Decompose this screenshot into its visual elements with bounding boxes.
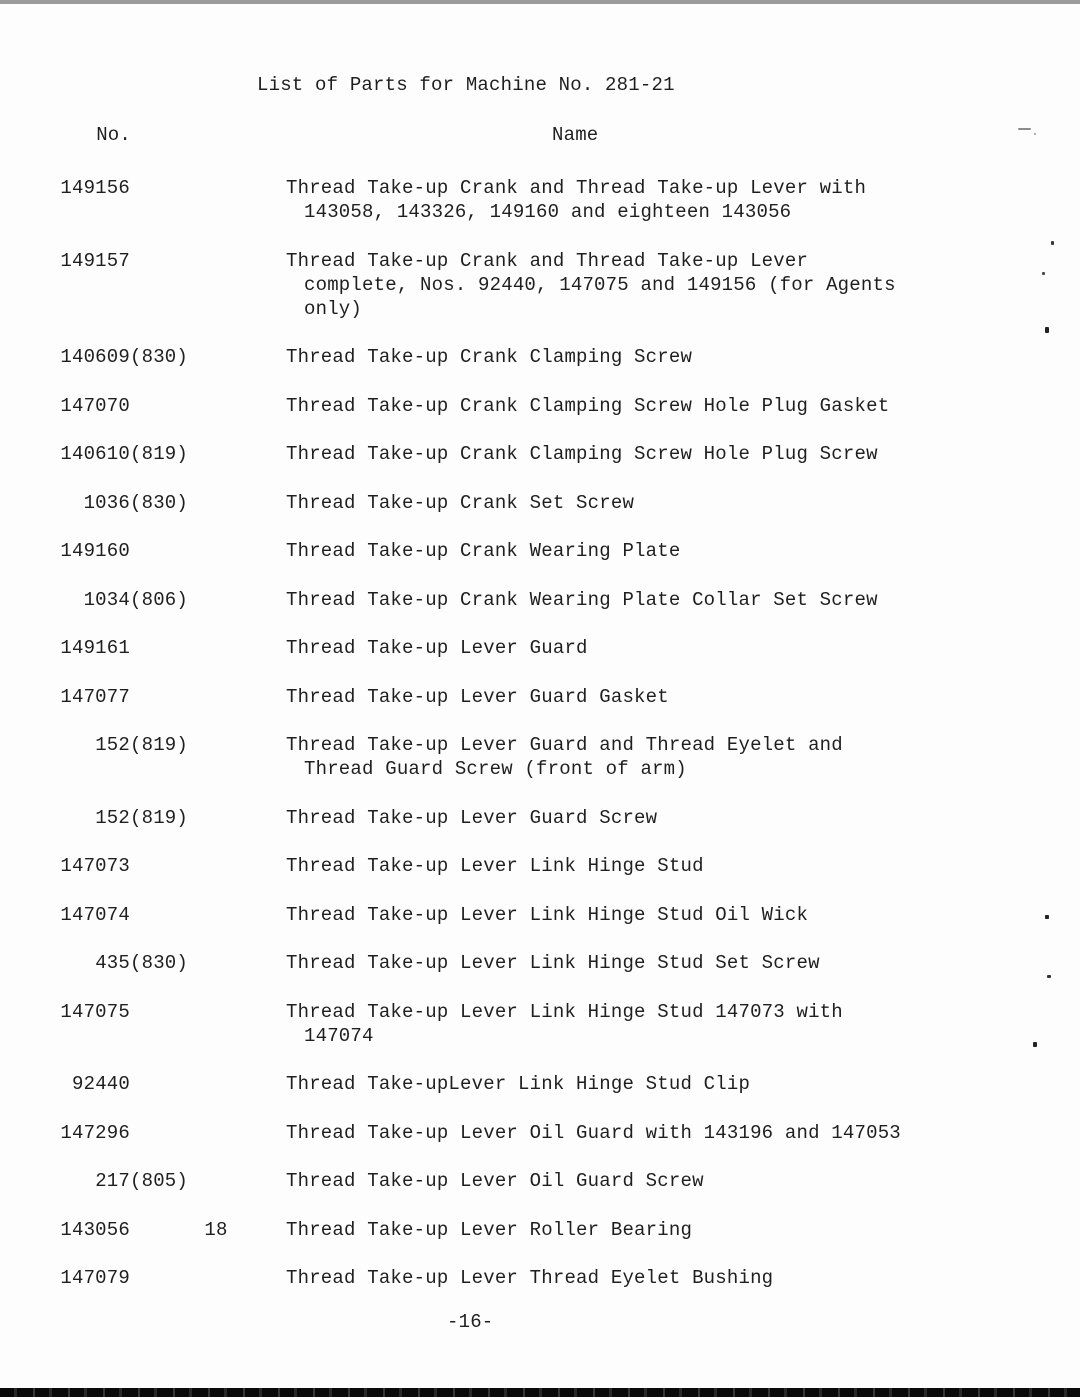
part-number xyxy=(60,854,130,878)
scan-speck xyxy=(1045,327,1049,333)
part-number xyxy=(60,176,130,200)
part-number xyxy=(60,733,188,757)
part-number xyxy=(60,1000,130,1024)
part-number xyxy=(60,903,130,927)
table-row xyxy=(0,806,1080,830)
part-number-suffix: (819) xyxy=(130,734,189,756)
part-number xyxy=(60,1266,130,1290)
part-number-suffix: (830) xyxy=(130,491,189,514)
part-number-value: 149157 xyxy=(60,249,130,272)
part-name-line: Thread Take-up Crank Clamping Screw Hole Plug Gasket xyxy=(286,394,890,417)
part-number xyxy=(60,1218,130,1242)
part-number-value: 147070 xyxy=(60,394,130,417)
part-name-line: Thread Take-up Crank Wearing Plate Collar Set Screw xyxy=(286,588,878,611)
part-name xyxy=(286,1266,1040,1290)
table-row xyxy=(0,1266,1080,1290)
part-number xyxy=(60,442,188,466)
part-name-line: Thread Take-up Crank Wearing Plate xyxy=(286,540,681,562)
part-name-line: Thread Take-up Crank Clamping Screw Hole Plug Screw xyxy=(286,443,878,465)
part-number-value: 217 xyxy=(95,1170,130,1192)
part-name xyxy=(286,636,1040,660)
table-row xyxy=(0,1218,1080,1242)
part-number xyxy=(60,1072,130,1096)
part-number-value: 149156 xyxy=(60,177,130,199)
part-name xyxy=(286,176,1040,224)
part-number-value: 152 xyxy=(95,734,130,756)
part-name-line: Thread Take-up Lever Guard Gasket xyxy=(286,685,669,708)
part-name xyxy=(286,951,1040,975)
part-name xyxy=(286,394,1040,418)
table-row xyxy=(0,733,1080,781)
part-number-value: 140610 xyxy=(60,443,130,465)
part-number-value: 147075 xyxy=(60,1000,130,1023)
part-name xyxy=(286,249,1040,321)
part-name-line: Thread Take-up Lever Guard Screw xyxy=(286,806,658,829)
part-name-line: Thread Take-up Lever Oil Guard with 143196 and 147053 xyxy=(286,1121,901,1144)
part-number-value: 143056 xyxy=(60,1218,130,1241)
part-number xyxy=(60,1169,188,1193)
part-name-line: Thread Take-up Lever Link Hinge Stud Oil Wick xyxy=(286,903,809,926)
scan-speck xyxy=(1047,975,1051,978)
parts-list xyxy=(0,176,1080,1315)
part-number-value: 435 xyxy=(95,952,130,974)
table-row xyxy=(0,1072,1080,1096)
table-row xyxy=(0,588,1080,612)
part-name-line: 147074 xyxy=(304,1024,374,1047)
part-number-value: 147079 xyxy=(60,1267,130,1289)
part-name xyxy=(286,588,1040,612)
part-name xyxy=(286,806,1040,830)
part-number-value: 140609 xyxy=(60,346,130,368)
table-row xyxy=(0,685,1080,709)
part-number xyxy=(60,1121,130,1145)
part-number xyxy=(60,588,188,612)
part-number xyxy=(60,394,130,418)
column-header-no: No. xyxy=(96,124,131,146)
table-row xyxy=(0,345,1080,369)
table-row xyxy=(0,1169,1080,1193)
scan-speck xyxy=(1018,128,1031,130)
part-name xyxy=(286,1169,1040,1193)
part-number-value: 1036 xyxy=(83,491,130,514)
part-name-line: Thread Take-up Lever Link Hinge Stud 147073 with xyxy=(286,1000,843,1023)
part-number xyxy=(60,806,188,830)
part-name xyxy=(286,903,1040,927)
scan-speck xyxy=(1042,272,1045,275)
part-quantity: 18 xyxy=(204,1218,228,1241)
table-row xyxy=(0,442,1080,466)
part-name xyxy=(286,1121,1040,1145)
part-number xyxy=(60,539,130,563)
part-name-line: Thread Take-up Crank Set Screw xyxy=(286,491,635,514)
scan-artifact-bottom-bar xyxy=(0,1388,1080,1397)
part-number xyxy=(60,491,188,515)
part-number xyxy=(60,636,130,660)
table-row xyxy=(0,539,1080,563)
table-row xyxy=(0,636,1080,660)
part-name xyxy=(286,491,1040,515)
table-row xyxy=(0,176,1080,224)
part-name xyxy=(286,1218,1040,1242)
part-name-line: Thread Guard Screw (front of arm) xyxy=(304,758,687,780)
part-name-line: Thread Take-up Lever Guard xyxy=(286,637,588,659)
part-name-line: Thread Take-up Lever Oil Guard Screw xyxy=(286,1170,704,1192)
scan-speck xyxy=(1045,915,1049,919)
part-number xyxy=(60,249,130,273)
part-name xyxy=(286,1072,1040,1096)
page-title: List of Parts for Machine No. 281-21 xyxy=(257,74,675,96)
part-number-value: 147074 xyxy=(60,903,130,926)
table-row xyxy=(0,903,1080,927)
part-name xyxy=(286,685,1040,709)
part-name xyxy=(286,539,1040,563)
table-row xyxy=(0,491,1080,515)
table-row xyxy=(0,394,1080,418)
part-number-value: 147077 xyxy=(60,685,130,708)
part-number-value: 152 xyxy=(95,806,130,829)
part-number-value: 1034 xyxy=(83,588,130,611)
table-row xyxy=(0,1000,1080,1048)
table-row xyxy=(0,249,1080,321)
part-name xyxy=(286,854,1040,878)
part-number-suffix: (830) xyxy=(130,952,189,974)
scan-speck xyxy=(1051,241,1054,245)
part-name xyxy=(286,1000,1040,1048)
part-name-line: Thread Take-up Lever Guard and Thread Eyelet and xyxy=(286,734,843,756)
part-number-value: 149161 xyxy=(60,637,130,659)
part-name-line: Thread Take-up Crank Clamping Screw xyxy=(286,346,693,368)
part-number xyxy=(60,951,188,975)
part-number-value: 149160 xyxy=(60,540,130,562)
part-number-suffix: (830) xyxy=(130,346,189,368)
scan-speck xyxy=(1033,1042,1037,1047)
part-number-suffix: (819) xyxy=(130,443,189,465)
table-row xyxy=(0,951,1080,975)
part-name-line: 143058, 143326, 149160 and eighteen 143056 xyxy=(304,201,792,223)
scan-artifact-top-bar xyxy=(0,0,1080,4)
scan-speck xyxy=(1034,133,1036,135)
table-row xyxy=(0,854,1080,878)
part-name-line: Thread Take-upLever Link Hinge Stud Clip xyxy=(286,1073,751,1095)
table-row xyxy=(0,1121,1080,1145)
column-header-name: Name xyxy=(552,124,599,146)
part-name-line: Thread Take-up Lever Link Hinge Stud Set Screw xyxy=(286,952,820,974)
part-name-line: Thread Take-up Lever Roller Bearing xyxy=(286,1218,693,1241)
part-number-suffix: (819) xyxy=(130,806,189,829)
part-name-line: complete, Nos. 92440, 147075 and 149156 (for Agents xyxy=(304,273,896,296)
part-name-line: Thread Take-up Lever Thread Eyelet Bushing xyxy=(286,1267,774,1289)
part-name xyxy=(286,345,1040,369)
part-number-value: 147073 xyxy=(60,855,130,877)
part-name-line: only) xyxy=(304,297,363,320)
part-name-line: Thread Take-up Crank and Thread Take-up Lever xyxy=(286,249,809,272)
part-number xyxy=(60,345,188,369)
page-number: -16- xyxy=(447,1311,494,1333)
part-name-line: Thread Take-up Lever Link Hinge Stud xyxy=(286,855,704,877)
part-number-value: 147296 xyxy=(60,1121,130,1144)
part-name xyxy=(286,442,1040,466)
part-name-line: Thread Take-up Crank and Thread Take-up Lever with xyxy=(286,177,867,199)
part-number xyxy=(60,685,130,709)
part-number-value: 92440 xyxy=(71,1073,130,1095)
part-name xyxy=(286,733,1040,781)
part-number-suffix: (806) xyxy=(130,588,189,611)
part-number-suffix: (805) xyxy=(130,1170,189,1192)
